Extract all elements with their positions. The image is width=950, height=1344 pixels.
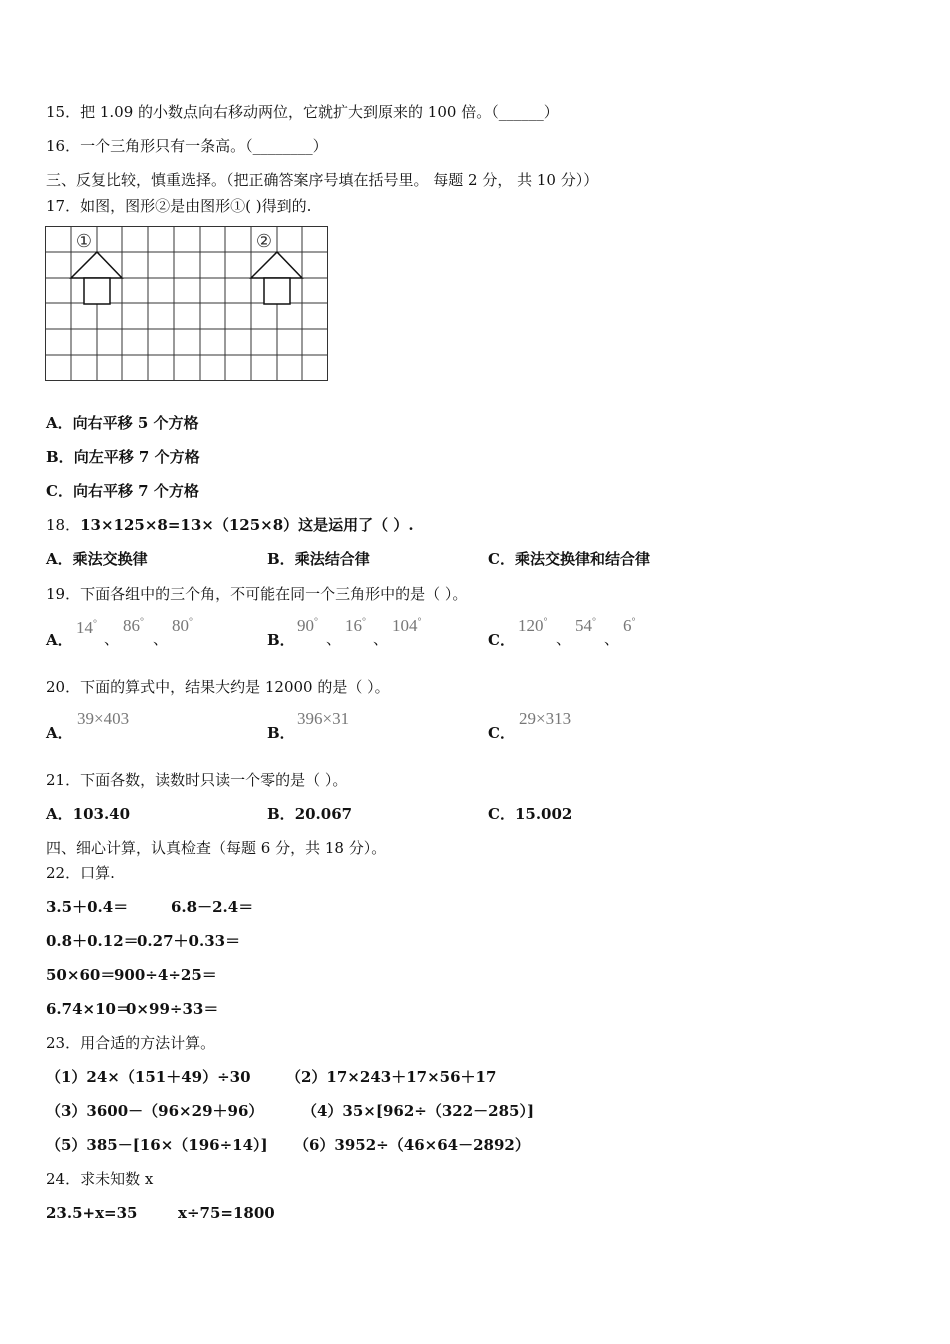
q23-item: （4）35×[962÷（322－285）] (302, 1102, 535, 1120)
shape-1-house (71, 252, 122, 304)
question-text: 一个三角形只有一条高。（________） (80, 137, 328, 155)
question-text: 把 1.09 的小数点向右移动两位，它就扩大到原来的 100 倍。（______） (80, 103, 559, 121)
q22-item: 0.8＋0.12＝ (46, 932, 139, 950)
expression: 39×403 (77, 709, 130, 728)
q22-item: 900÷4÷25＝ (114, 966, 217, 984)
question-text: 下面的算式中，结果大约是 12000 的是（ ）。 (80, 678, 390, 696)
q18-option-b[interactable]: B．乘法结合律 (267, 550, 370, 568)
shape-2-label: ② (255, 231, 273, 252)
question-number: 15． (46, 103, 81, 121)
q17-option-b[interactable]: B．向左平移 7 个方格 (46, 448, 200, 466)
question-number: 16． (46, 137, 81, 155)
question-number: 22． (46, 864, 81, 882)
q22-item: 6.74×10＝ (46, 1000, 131, 1018)
q23-item: （5）385－[16×（196÷14）] (46, 1136, 268, 1154)
section-3-heading: 三、反复比较，慎重选择。（把正确答案序号填在括号里。 每题 2 分， 共 10 分）） (46, 171, 599, 189)
angle-value: 54° (575, 616, 596, 635)
separator: 、 (326, 630, 342, 648)
question-text: 求未知数 x (80, 1170, 154, 1188)
separator: 、 (604, 630, 620, 648)
question-number: 18． (46, 516, 81, 534)
q21-option-a[interactable]: A．103.40 (46, 805, 131, 823)
question-15 (46, 102, 559, 122)
option-label: B． (267, 724, 295, 742)
angle-value: 6° (623, 616, 636, 635)
question-22 (46, 863, 115, 883)
question-text: 下面各组中的三个角，不可能在同一个三角形中的是（ ）。 (80, 585, 468, 603)
q22-item: 0×99÷33＝ (126, 1000, 219, 1018)
q17-option-a[interactable]: A．向右平移 5 个方格 (46, 414, 199, 432)
option-label: A． (46, 631, 73, 649)
option-label: C． (488, 724, 515, 742)
shape-1-label: ① (75, 231, 93, 252)
angle-value: 120° (518, 616, 548, 635)
q18-option-a[interactable]: A．乘法交换律 (46, 550, 148, 568)
angle-value: 90° (297, 616, 318, 635)
question-text: 口算. (80, 864, 115, 882)
question-number: 17． (46, 197, 81, 215)
option-label: B． (267, 631, 295, 649)
question-24 (46, 1169, 153, 1189)
separator: 、 (104, 630, 120, 648)
section-4-heading: 四、细心计算，认真检查（每题 6 分，共 18 分）。 (46, 839, 387, 857)
question-16 (46, 136, 328, 156)
question-text: 13×125×8=13×（125×8）这是运用了（ ）. (80, 516, 414, 534)
q17-option-c[interactable]: C．向右平移 7 个方格 (46, 482, 199, 500)
expression: 29×313 (519, 709, 572, 728)
q23-item: （6）3952÷（46×64－2892） (294, 1136, 530, 1154)
question-18 (46, 515, 414, 535)
question-text: 用合适的方法计算。 (80, 1034, 216, 1052)
question-number: 24． (46, 1170, 81, 1188)
q21-option-b[interactable]: B．20.067 (267, 805, 353, 823)
option-label: C． (488, 631, 515, 649)
question-17 (46, 196, 311, 216)
angle-value: 104° (392, 616, 422, 635)
question-23 (46, 1033, 215, 1053)
q22-item: 0.27＋0.33＝ (137, 932, 241, 950)
translation-grid-figure (45, 226, 330, 383)
angle-value: 14° (76, 618, 97, 637)
angle-value: 86° (123, 616, 144, 635)
question-number: 23． (46, 1034, 81, 1052)
q18-option-c[interactable]: C．乘法交换律和结合律 (488, 550, 650, 568)
q23-item: （1）24×（151＋49）÷30 (46, 1068, 251, 1086)
question-number: 21． (46, 771, 81, 789)
option-label: A． (46, 724, 73, 742)
q23-item: （3）3600－（96×29＋96） (46, 1102, 264, 1120)
separator: 、 (153, 630, 169, 648)
separator: 、 (373, 630, 389, 648)
separator: 、 (556, 630, 572, 648)
angle-value: 16° (345, 616, 366, 635)
question-21 (46, 770, 347, 790)
question-number: 20． (46, 678, 81, 696)
question-number: 19． (46, 585, 81, 603)
question-text: 下面各数，读数时只读一个零的是（ ）。 (80, 771, 348, 789)
q22-item: 3.5＋0.4＝ (46, 898, 129, 916)
angle-value: 80° (172, 616, 193, 635)
q21-option-c[interactable]: C．15.002 (488, 805, 573, 823)
shape-2-house (251, 252, 302, 304)
q24-item: 23.5+x=35 (46, 1204, 138, 1222)
q22-item: 6.8－2.4＝ (171, 898, 254, 916)
q22-item: 50×60＝ (46, 966, 116, 984)
q24-item: x÷75=1800 (178, 1204, 275, 1222)
question-19 (46, 584, 467, 604)
q23-item: （2）17×243＋17×56＋17 (286, 1068, 497, 1086)
question-text: 如图，图形②是由图形①( )得到的. (80, 197, 312, 215)
expression: 396×31 (297, 709, 350, 728)
question-20 (46, 677, 390, 697)
